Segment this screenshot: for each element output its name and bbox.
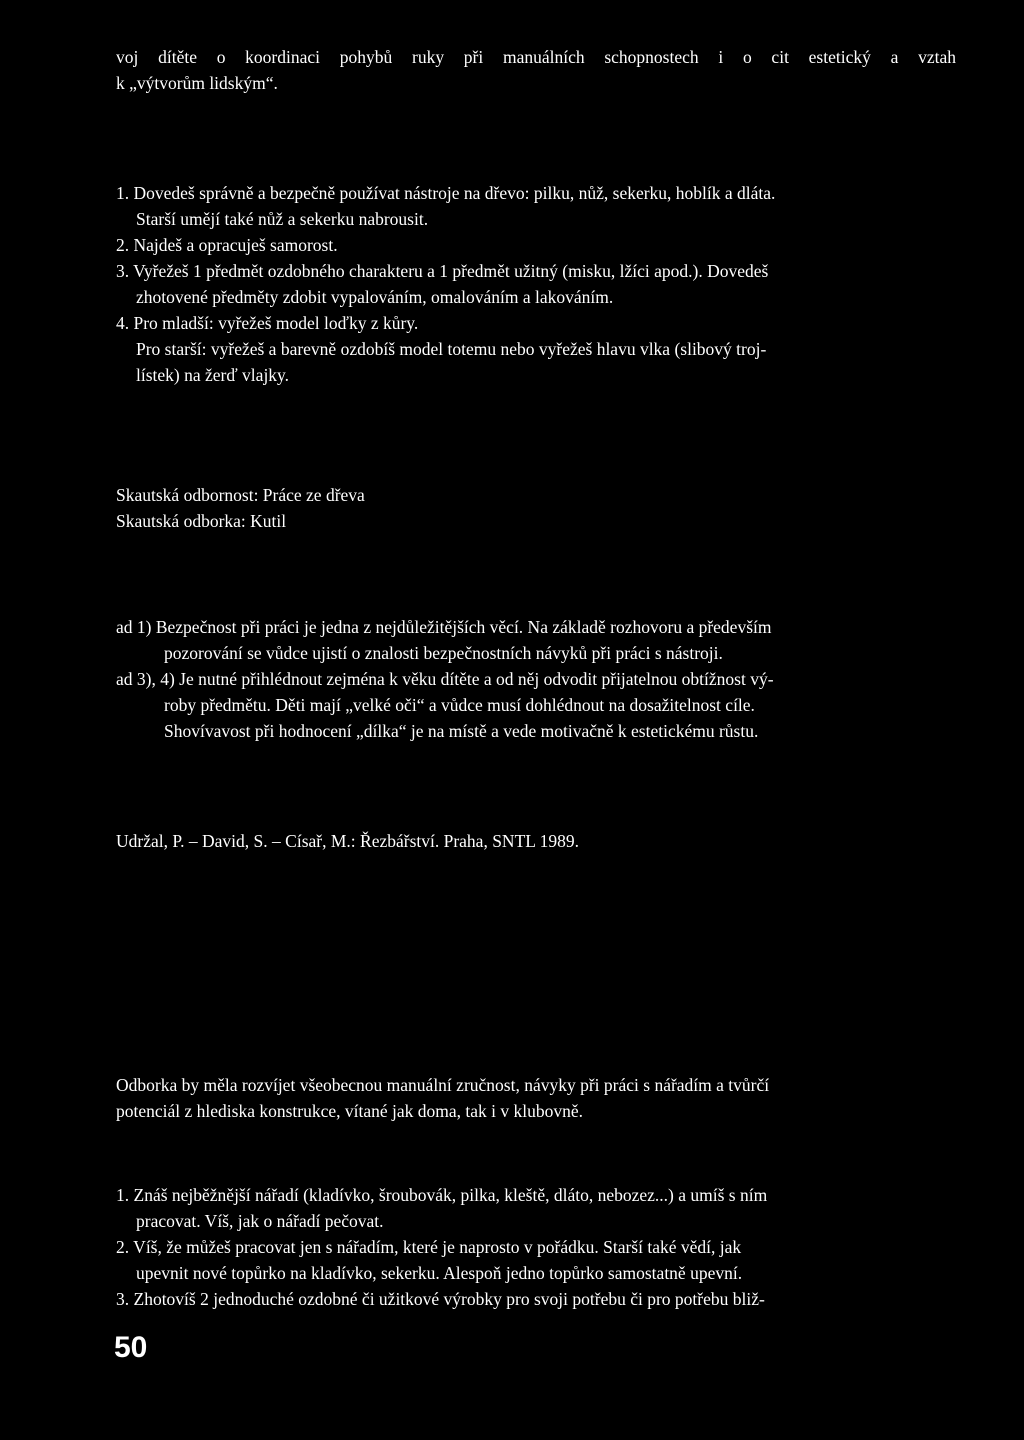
list-item: [116, 1286, 956, 1312]
text-line: Shovívavost při hodnocení „dílka“ je na místě a vede motivačně k estetickému růstu.: [164, 721, 759, 741]
text-line: ad 1) Bezpečnost při práci je jedna z nejdůležitějších věcí. Na základě rozhovoru a především: [116, 617, 772, 637]
list-item: [116, 310, 956, 388]
text-line: 1. Dovedeš správně a bezpečně používat nástroje na dřevo: pilku, nůž, sekerku, hoblík a dláta.: [116, 183, 776, 203]
list-item: [116, 1182, 956, 1234]
requirements-list-1: [116, 180, 956, 388]
section-headings: [116, 482, 956, 534]
text-line: pozorování se vůdce ujistí o znalosti bezpečnostních návyků při práci s nástroji.: [164, 643, 723, 663]
text-line: zhotovené předměty zdobit vypalováním, omalováním a lakováním.: [136, 287, 614, 307]
requirements-list-2: [116, 1182, 956, 1312]
text-line: Odborka by měla rozvíjet všeobecnou manuální zručnost, návyky při práci s nářadím a tvůrčí: [116, 1075, 770, 1095]
heading-odborka: Skautská odborka: Kutil: [116, 511, 287, 531]
text-line: pracovat. Víš, jak o nářadí pečovat.: [136, 1211, 384, 1231]
text-line: Starší umějí také nůž a sekerku nabrousit.: [136, 209, 429, 229]
text-line: ad 3), 4) Je nutné přihlédnout zejména k věku dítěte a od něj odvodit přijatelnou obtížnost vý-: [116, 669, 774, 689]
text-line: 3. Zhotovíš 2 jednoduché ozdobné či užitkové výrobky pro svoji potřebu či pro potřebu bliž-: [116, 1289, 765, 1309]
list-item: [116, 180, 956, 232]
list-item: [116, 1234, 956, 1286]
text-line: lístek) na žerď vlajky.: [136, 365, 290, 385]
text-line: 2. Víš, že můžeš pracovat jen s nářadím, které je naprosto v pořádku. Starší také vědí, jak: [116, 1237, 742, 1257]
bibliographic-reference: [116, 828, 956, 854]
list-item: [116, 232, 956, 258]
heading-odbornost: Skautská odbornost: Práce ze dřeva: [116, 485, 365, 505]
text-line: 1. Znáš nejběžnější nářadí (kladívko, šroubovák, pilka, kleště, dláto, nebozez...) a umíš s ním: [116, 1185, 768, 1205]
text-line: 3. Vyřežeš 1 předmět ozdobného charakteru a 1 předmět užitný (misku, lžíci apod.). Dovedeš: [116, 261, 769, 281]
text-line: voj dítěte o koordinaci pohybů ruky při manuálních schopnostech i o cit estetický a vztah: [116, 47, 956, 67]
odborka-intro-paragraph: [116, 1072, 956, 1124]
list-item: [116, 258, 956, 310]
intro-paragraph: [116, 44, 956, 96]
text-line: upevnit nové topůrko na kladívko, sekerku. Alespoň jedno topůrko samostatně upevní.: [136, 1263, 743, 1283]
text-line: 2. Najdeš a opracuješ samorost.: [116, 235, 338, 255]
leader-notes: [116, 614, 956, 744]
page-number: 50: [114, 1331, 148, 1364]
text-line: potenciál z hlediska konstrukce, vítané jak doma, tak i v klubovně.: [116, 1101, 584, 1121]
text-line: 4. Pro mladší: vyřežeš model loďky z kůry.: [116, 313, 419, 333]
text-line: Pro starší: vyřežeš a barevně ozdobíš model totemu nebo vyřežeš hlavu vlka (slibový troj-: [136, 339, 767, 359]
text-line: k „výtvorům lidským“.: [116, 73, 278, 93]
reference-text: Udržal, P. – David, S. – Císař, M.: Řezbářství. Praha, SNTL 1989.: [116, 831, 580, 851]
text-line: roby předmětu. Děti mají „velké oči“ a vůdce musí dohlédnout na dosažitelnost cíle.: [164, 695, 755, 715]
